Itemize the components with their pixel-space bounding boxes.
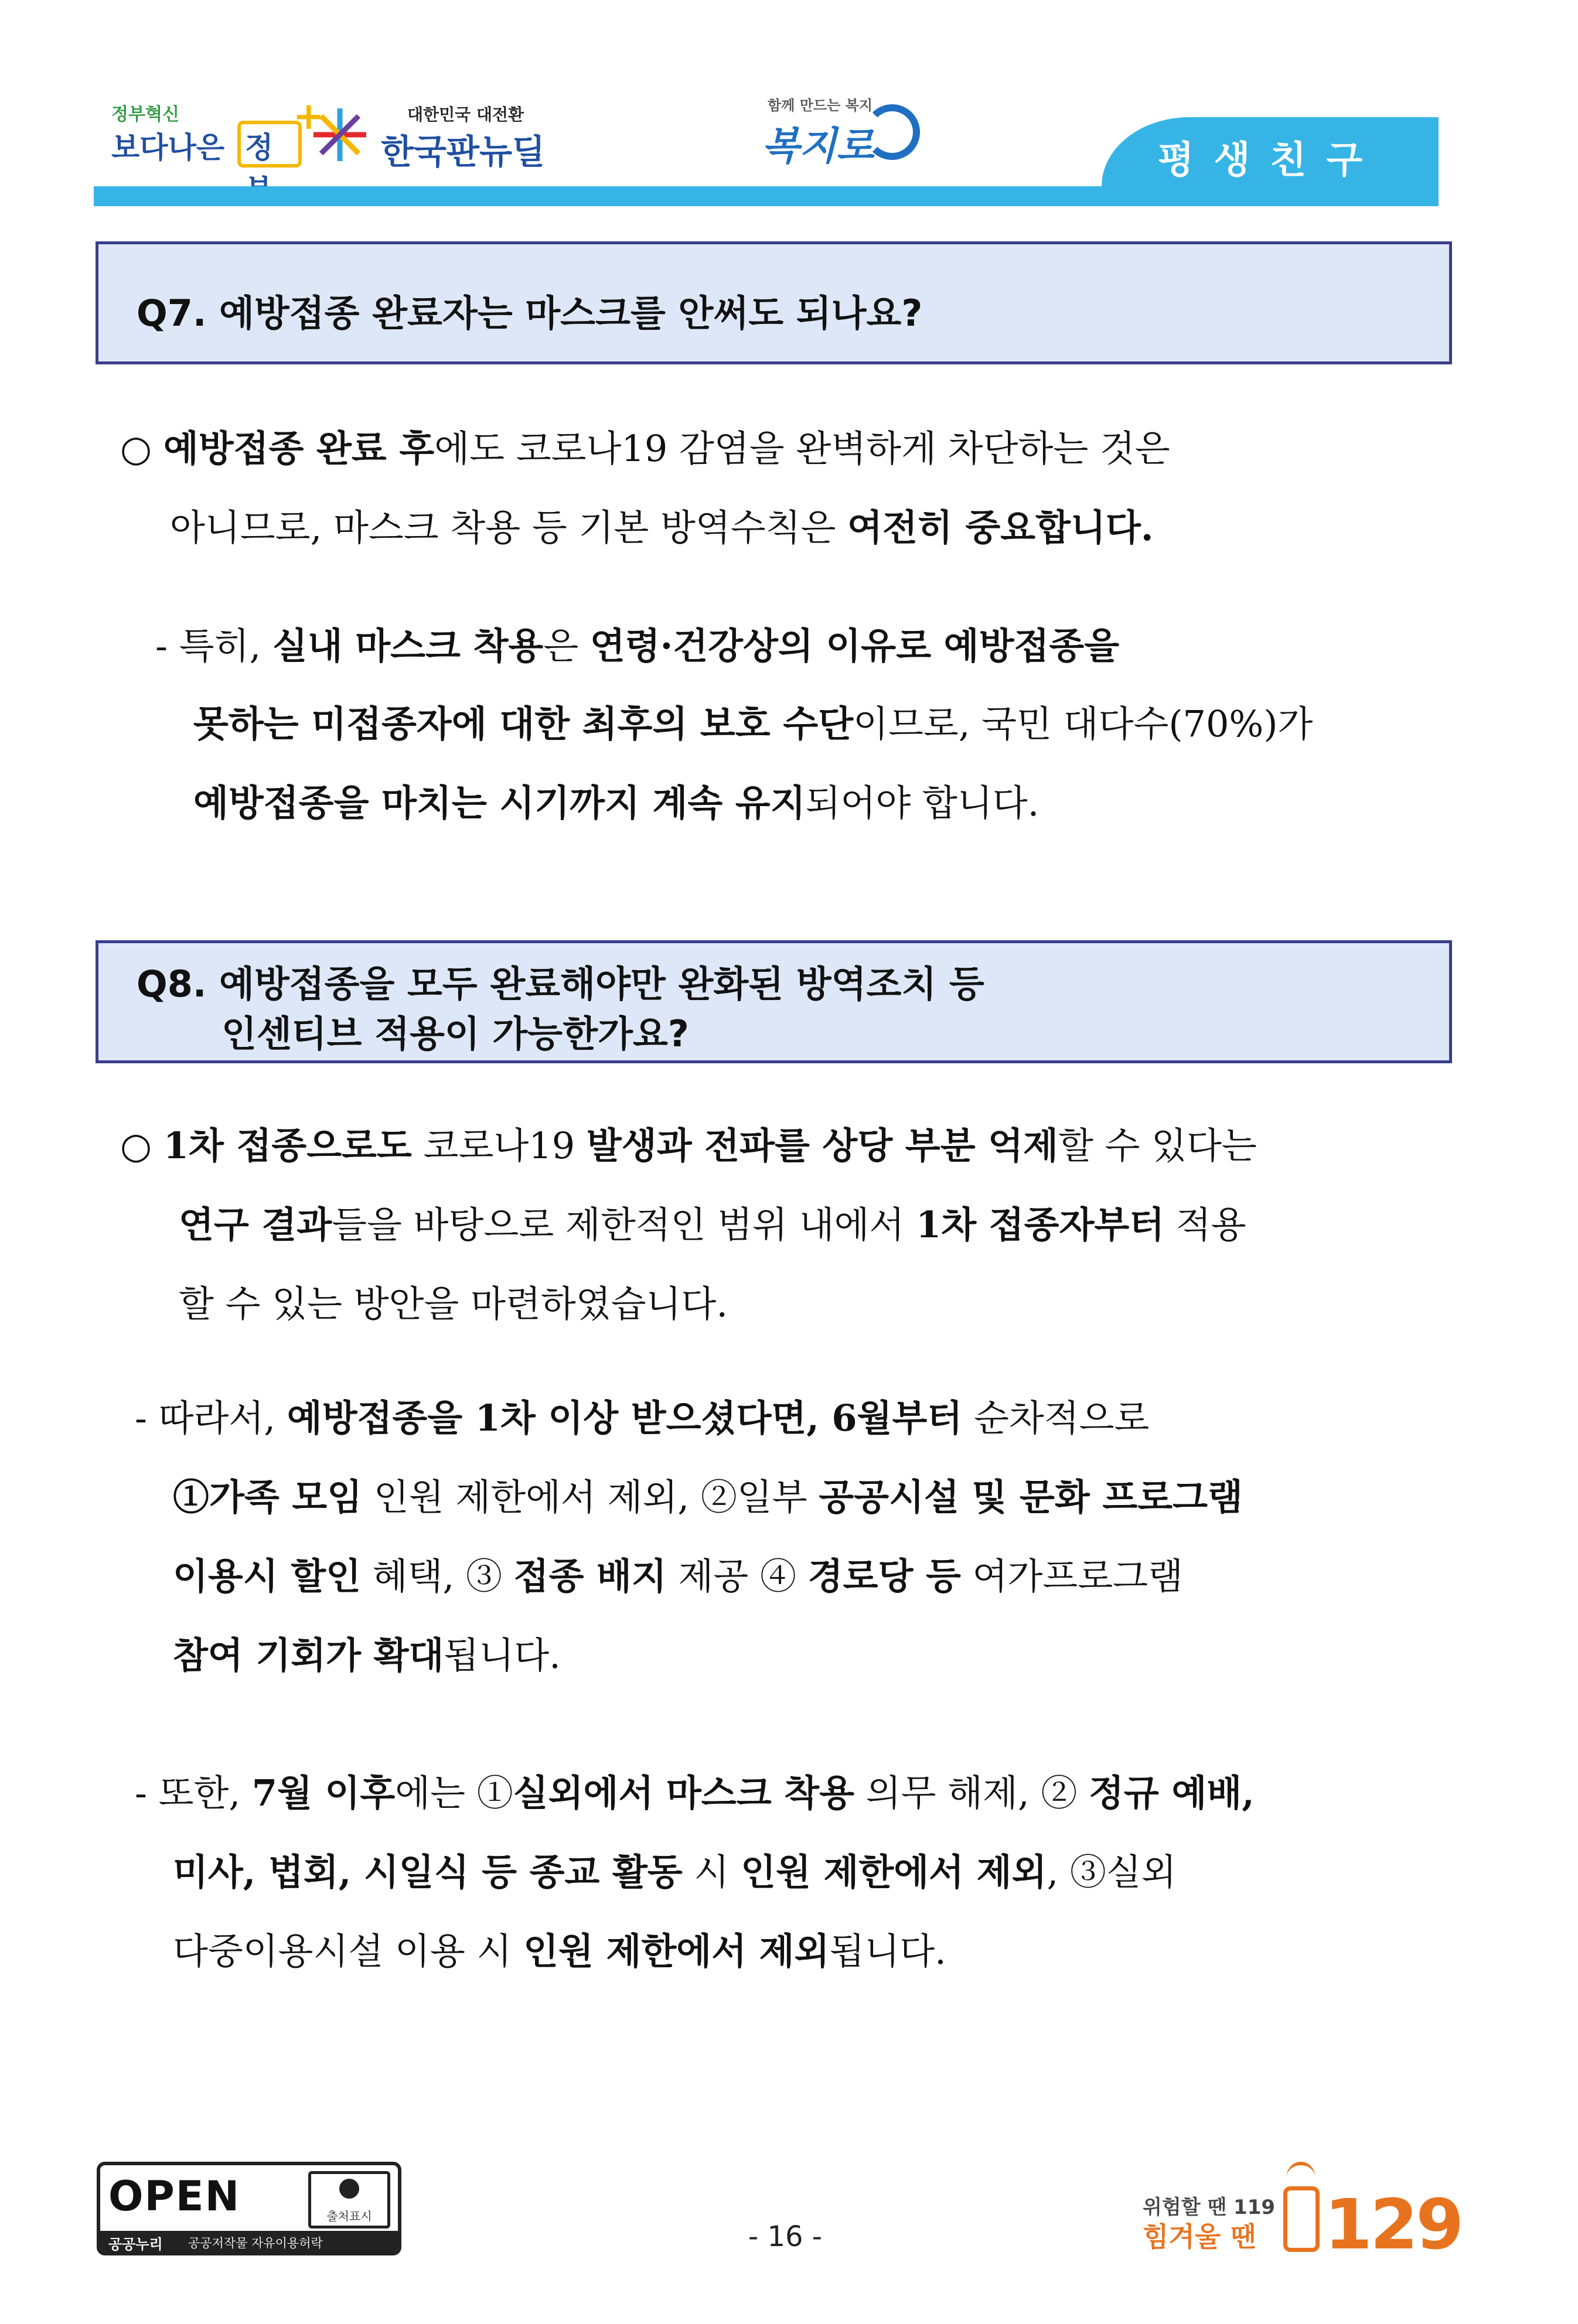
bokjiro-circle-icon (864, 104, 920, 160)
bold-text: 실외에서 마스크 착용 (513, 1772, 854, 1814)
text: , ③실외 (1047, 1851, 1177, 1893)
text: 할 수 있다는 (1058, 1124, 1257, 1167)
dash: - 따라서, (135, 1397, 287, 1439)
plus-icon: + (293, 95, 325, 138)
bold-text: ①가족 모임 (173, 1476, 363, 1518)
text: 되어야 합니다. (805, 782, 1039, 824)
text: 할 수 있는 방안을 마련하였습니다. (179, 1282, 728, 1325)
page-number: - 16 - (748, 2220, 823, 2253)
q8-extra-line-2 (173, 1851, 1177, 1893)
bold-text: 예방접종 완료 후 (163, 427, 435, 470)
bold-text: 경로당 등 (807, 1555, 961, 1598)
text: 에는 ① (395, 1772, 513, 1814)
text: 코로나19 (411, 1124, 587, 1167)
bokjiro-main-text: 복지로 (762, 124, 874, 169)
q8-detail-line-2 (173, 1476, 1243, 1518)
text: 됩니다. (829, 1930, 946, 1973)
gov-logo-main-b: 정 (245, 131, 274, 165)
bokjiro-logo (756, 94, 920, 182)
bold-text: 참여 기회가 확대 (173, 1634, 444, 1677)
text: 순차적으로 (962, 1397, 1150, 1439)
dash: - 또한, (135, 1772, 252, 1814)
q7-detail-line-1 (155, 624, 1120, 667)
hotline-line-2: 힘겨울 땐 (1143, 2221, 1256, 2253)
q7-question-title: Q7. 예방접종 완료자는 마스크를 안써도 되나요? (137, 292, 923, 335)
text: 들을 바탕으로 제한적인 범위 내에서 (332, 1203, 916, 1246)
text: 제공 ④ (666, 1555, 808, 1598)
open-license-badge (97, 2162, 401, 2255)
bold-text: 정규 예배, (1089, 1772, 1255, 1814)
phone-icon (1283, 2186, 1320, 2252)
bold-text: 예방접종을 1차 이상 받으셨다면, 6월부터 (287, 1397, 963, 1439)
q7-answer-line-1 (120, 427, 1170, 470)
q7-detail-line-2 (193, 702, 1313, 745)
bold-text: 연구 결과 (179, 1203, 332, 1246)
bullet: ○ (120, 427, 152, 470)
bold-text: 못하는 미접종자에 대한 최후의 보호 수단 (193, 702, 854, 745)
bold-text: 인원 제한에서 제외 (741, 1851, 1047, 1893)
bold-text: 연령·건강상의 이유로 예방접종을 (589, 624, 1120, 667)
q8-detail-line-3 (173, 1555, 1183, 1598)
bold-text: 이용시 할인 (173, 1555, 362, 1598)
new-deal-main-text: 한국판뉴딜 (381, 132, 546, 172)
new-deal-top-text: 대한민국 대전환 (407, 105, 524, 124)
bold-text: 1차 접종자부터 (916, 1203, 1165, 1246)
new-deal-star-icon (311, 105, 369, 164)
q8-answer-line-3 (179, 1282, 728, 1325)
bold-text: 미사, 법회, 시일식 등 종교 활동 (173, 1851, 683, 1893)
open-sub-label-2: 공공저작물 자유이용허락 (188, 2236, 323, 2250)
q8-question-title-1: Q8. 예방접종을 모두 완료해야만 완화된 방역조치 등 (137, 963, 984, 1005)
text: 됩니다. (444, 1634, 561, 1677)
text: 에도 코로나19 감염을 완벽하게 차단하는 것은 (434, 427, 1170, 470)
hotline-129-logo (1143, 2150, 1462, 2267)
q8-extra-line-1 (135, 1772, 1255, 1814)
q8-detail-line-4 (173, 1634, 561, 1677)
gov-innovation-logo (111, 95, 325, 182)
dash: - 특히, (155, 624, 272, 667)
bold-text: 실내 마스크 착용 (272, 624, 544, 667)
bold-text: 1차 접종으로도 (163, 1124, 412, 1167)
header-tab-label: 평생친구 (1157, 139, 1383, 182)
text: 이므로, 국민 대다수(70%)가 (853, 702, 1313, 745)
bold-text: 7월 이후 (251, 1772, 396, 1814)
q7-detail-line-3 (193, 782, 1039, 824)
bold-text: 공공시설 및 문화 프로그램 (819, 1476, 1243, 1518)
text: 여가프로그램 (960, 1555, 1183, 1598)
bold-text: 발생과 전파를 상당 부분 억제 (586, 1124, 1058, 1167)
person-icon (339, 2179, 359, 2199)
gov-logo-main-a: 보다나은 (111, 131, 225, 165)
bold-text: 인원 제한에서 제외 (523, 1930, 830, 1973)
signal-icon (1286, 2162, 1315, 2195)
text: 은 (543, 624, 590, 667)
text: 혜택, ③ (361, 1555, 514, 1598)
q8-extra-line-3 (173, 1930, 946, 1973)
q8-question-title-2: 인센티브 적용이 가능한가요? (221, 1012, 689, 1055)
text: 시 (682, 1851, 741, 1893)
bold-text: 예방접종을 마치는 시기까지 계속 유지 (193, 782, 806, 824)
bold-text: 접종 배지 (513, 1555, 667, 1598)
q8-detail-line-1 (135, 1397, 1150, 1439)
attribution-badge (308, 2171, 390, 2229)
bold-text: 여전히 중요합니다. (847, 506, 1154, 549)
open-label: OPEN (108, 2172, 241, 2220)
open-sub-label-1: 공공누리 (108, 2236, 163, 2253)
text: 적용 (1164, 1203, 1246, 1246)
attribution-label: 출처표시 (326, 2209, 372, 2223)
q8-answer-line-2 (179, 1203, 1246, 1246)
gov-logo-top-text: 정부혁신 (111, 104, 179, 125)
korean-new-deal-logo (311, 100, 568, 182)
hotline-line-1: 위험할 땐 119 (1143, 2196, 1276, 2219)
text: 다중이용시설 이용 시 (173, 1930, 524, 1973)
q7-answer-line-2 (170, 506, 1154, 549)
q8-question-box (96, 940, 1452, 1063)
text: 아니므로, 마스크 착용 등 기본 방역수칙은 (170, 506, 848, 549)
q8-answer-line-1 (120, 1124, 1257, 1167)
hotline-number: 129 (1324, 2184, 1462, 2265)
q7-question-box (96, 241, 1452, 364)
bullet: ○ (120, 1124, 152, 1167)
text: 의무 해제, ② (854, 1772, 1089, 1814)
bokjiro-top-text: 함께 만드는 복지 (768, 97, 872, 114)
page-header (0, 0, 1578, 217)
text: 인원 제한에서 제외, ②일부 (362, 1476, 819, 1518)
open-footer-bar (100, 2231, 398, 2252)
